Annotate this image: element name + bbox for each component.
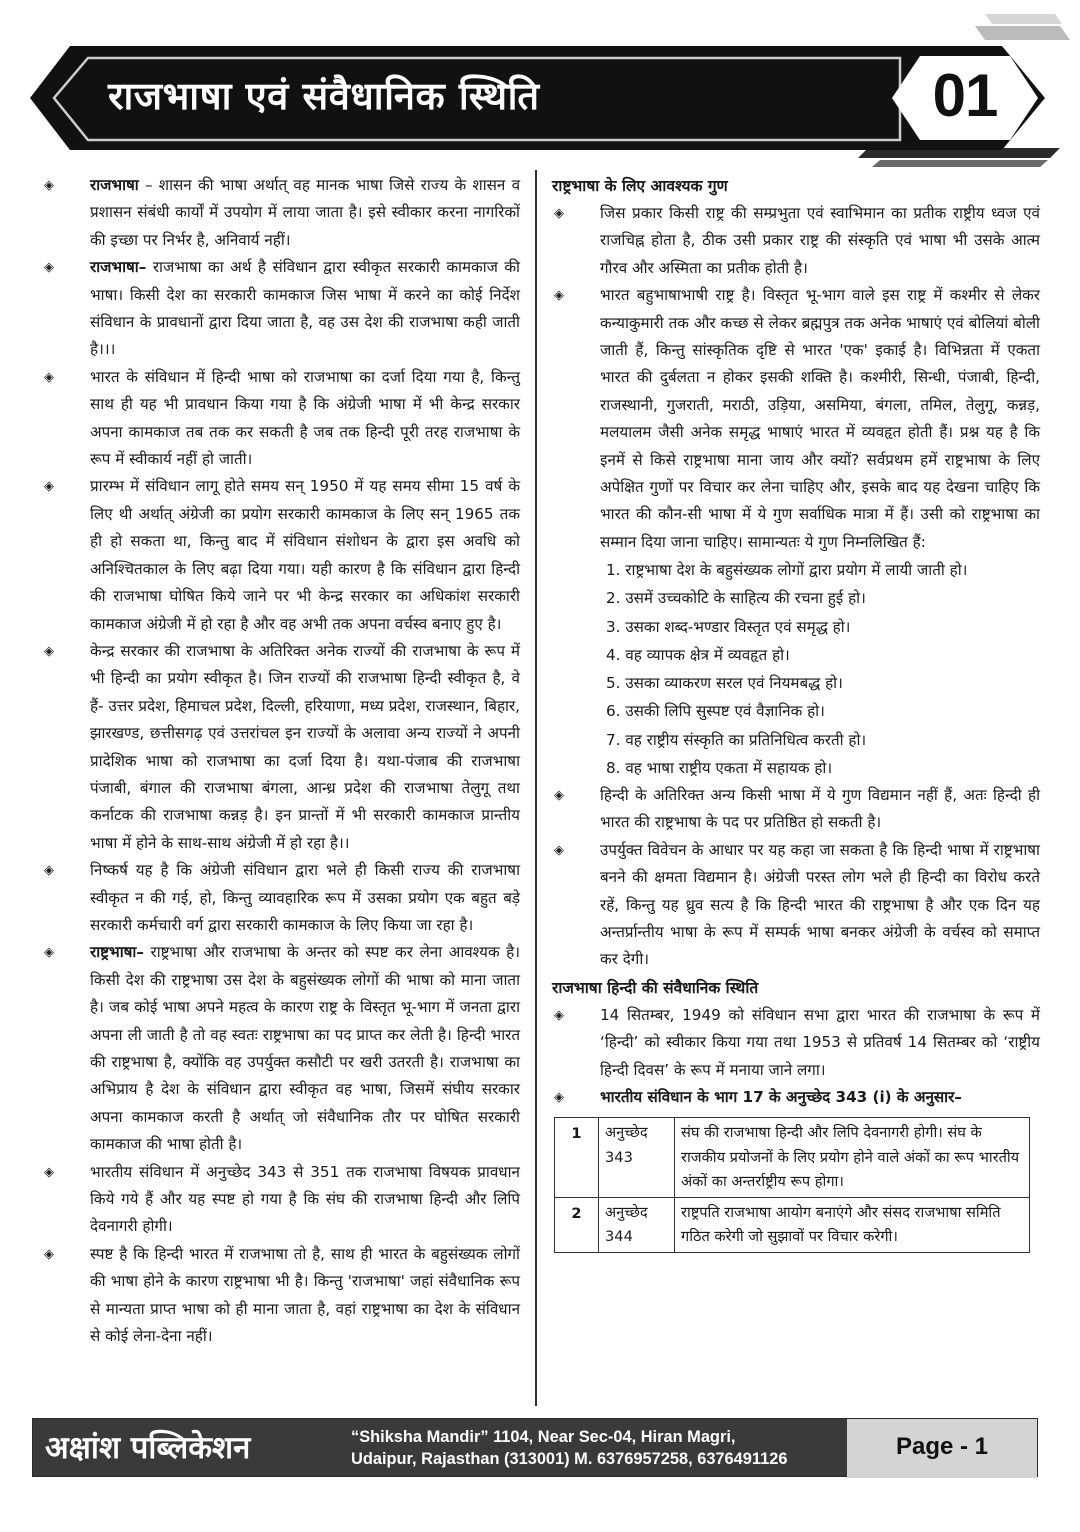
list-item	[552, 837, 1040, 974]
item-text: हिन्दी के अतिरिक्त अन्य किसी भाषा में ये गुण विद्यमान नहीं हैं, अतः हिन्दी ही भारत की राष्ट्रभाषा के पद पर प्रतिष्ठित हो सकती है।	[600, 785, 1040, 832]
qualities-list	[552, 556, 1040, 782]
address-line: Udaipur, Rajasthan (313001) M. 6376957258, 6376491126	[351, 1449, 788, 1468]
item-text: प्रारम्भ में संविधान लागू होते समय सन् 1950 में यह समय सीमा 15 वर्ष के लिए थी अर्थात् अंग्रेजी का प्रयोग सरकारी कामकाज के लिए सन् 1965 तक ही हो सकता था, किन्तु बाद में संविधान संशोधन के द्वारा इस अवधि को अनिश्चितकाल के लिए बढ़ा दिया गया। यही कारण है कि संविधान द्वारा हिन्दी की राजभाषा घोषित किये जाने पर भी केन्द्र सरकार का अधिकांश सरकारी कामकाज अंग्रेजी में हो रहा है और वह अभी तक अपना वर्चस्व बनाए हुए है।	[90, 477, 520, 633]
chapter-number: 01	[932, 62, 998, 129]
list-item	[552, 1084, 1040, 1111]
diamond-bullet-icon: ◈	[44, 863, 54, 879]
article-table	[554, 1117, 1030, 1253]
chapter-title: राजभाषा एवं संवैधानिक स्थिति	[108, 74, 540, 118]
item-text: उपर्युक्त विवेचन के आधार पर यह कहा जा सकता है कि हिन्दी भाषा में राष्ट्रभाषा बनने की क्षमता विद्यमान है। अंग्रेजी परस्त लोग भले ही हिन्दी का विरोध करते रहें, किन्तु यह ध्रुव सत्य है कि हिन्दी भारत की राष्ट्रभाषा है और एक दिन यह अन्तर्प्रान्तीय भाषा के रूप में सम्पर्क भाषा बनकर अंग्रेजी के वर्चस्व को समाप्त कर देगी।	[600, 840, 1040, 969]
term-separator: –	[138, 176, 159, 194]
column-divider	[535, 170, 537, 1406]
list-item	[42, 364, 520, 474]
list-item	[42, 172, 520, 254]
item-text: केन्द्र सरकार की राजभाषा के अतिरिक्त अनेक राज्यों की राजभाषा के रूप में भी हिन्दी का प्रयोग स्वीकृत है। जिन राज्यों की राजभाषा हिन्दी स्वीकृत है, वे हैं- उत्तर प्रदेश, हिमाचल प्रदेश, दिल्ली, हरियाणा, मध्य प्रदेश, राजस्थान, बिहार, झारखण्ड, छत्तीसगढ़ एवं उत्तरांचल इन राज्यों के अलावा अन्य राज्यों ने अपनी प्रादेशिक भाषा को राजभाषा का दर्जा दिया है। यथा-पंजाब की राजभाषा पंजाबी, बंगाल की राजभाषा बंगला, आन्ध्र प्रदेश की राजभाषा तेलुगू तथा कर्नाटक की राजभाषा कन्नड़ है। इन प्रान्तों में भी सरकारी कामकाज प्रान्तीय भाषा में होने के साथ-साथ अंग्रेजी में हो रहा है।।	[90, 641, 520, 852]
list-item	[42, 857, 520, 939]
table-cell-text: संघ की राजभाषा हिन्दी और लिपि देवनागरी होगी। संघ के राजकीय प्रयोजनों के लिए प्रयोग होने वाले अंकों का रूप भारतीय अंकों का अन्तर्राष्ट्रीय रूप होगा।	[675, 1118, 1030, 1198]
diamond-bullet-icon: ◈	[554, 1089, 564, 1105]
item-text: भारत बहुभाषाभाषी राष्ट्र है। विस्तृत भू-भाग वाले इस राष्ट्र में कश्मीर से लेकर कन्याकुमारी तक और कच्छ से लेकर ब्रह्मपुत्र तक अनेक भाषाएं एवं बोलियां बोली जाती हैं, किन्तु सांस्कृतिक दृष्टि से भारत 'एक' इकाई है। विभिन्नता में एकता भारत की दुर्बलता न होकर इसकी शक्ति है। कश्मीरी, सिन्धी, पंजाबी, हिन्दी, राजस्थानी, गुजराती, मराठी, उड़िया, असमिया, बंगला, तमिल, तेलुगू, कन्नड़, मलयालम जैसी अनेक समृद्ध भाषाएं भारत में व्यवहृत होती हैं। प्रश्न यह है कि इनमें से किसे राष्ट्रभाषा माना जाय और क्यों? सर्वप्रथम हमें राष्ट्रभाषा के लिए अपेक्षित गुणों पर विचार कर लेना चाहिए और, इसके बाद यह देखना चाहिए कि भारत की कौन-सी भाषा में ये गुण सर्वाधिक मात्रा में हैं। उसी को राष्ट्रभाषा का सम्मान दिया जाना चाहिए। सामान्यतः ये गुण निम्नलिखित हैं:	[600, 286, 1040, 551]
table-cell-article: अनुच्छेद 344	[599, 1197, 675, 1252]
item-text: जिस प्रकार किसी राष्ट्र की सम्प्रभुता एवं स्वाभिमान का प्रतीक राष्ट्रीय ध्वज एवं राजचिह्न होता है, ठीक उसी प्रकार राष्ट्र की संस्कृति एवं भाषा भी उसके आत्म गौरव और अस्मिता का प्रतीक होती है।	[600, 204, 1040, 277]
item-text: शासन की भाषा अर्थात् वह मानक भाषा जिसे राज्य के शासन व प्रशासन संबंधी कार्यों में उपयोग में लाया जाता है। इसे स्वीकार करना नागरिकों की इच्छा पर निर्भर है, अनिवार्य नहीं।	[90, 176, 521, 249]
list-item	[552, 200, 1040, 282]
item-text: भारतीय संविधान में अनुच्छेद 343 से 351 तक राजभाषा विषयक प्रावधान किये गये हैं और यह स्पष्ट हो गया है कि संघ की राजभाषा हिन्दी और लिपि देवनागरी होगी।	[90, 1162, 520, 1236]
publisher-logo: अक्षांश पब्लिकेशन	[45, 1430, 251, 1466]
left-column	[42, 172, 520, 1350]
table-cell-number: 2	[555, 1197, 599, 1252]
item-text: 14 सितम्बर, 1949 को संविधान सभा द्वारा भारत की राजभाषा के रूप में ‘हिन्दी’ को स्वीकार किया गया तथा 1953 से प्रतिवर्ष 14 सितम्बर को ‘राष्ट्रीय हिन्दी दिवस’ के रूप में मनाया जाने लगा।	[600, 1005, 1040, 1079]
term-label: राष्ट्रभाषा–	[90, 943, 144, 962]
item-text: राजभाषा का अर्थ है संविधान द्वारा स्वीकृत सरकारी कामकाज की भाषा। किसी देश का सरकारी कामकाज जिस भाषा में करने का कोई निर्देश संविधान के प्रावधानों द्वारा दिया जाता है, वह उस देश की राजभाषा कही जाती है।।।	[90, 258, 520, 359]
item-text: राष्ट्रभाषा और राजभाषा के अन्तर को स्पष्ट कर लेना आवश्यक है। किसी देश की राष्ट्रभाषा उस देश के बहुसंख्यक लोगों की भाषा को माना जाता है। जब कोई भाषा अपने महत्व के कारण राष्ट्र के विस्तृत भू-भाग में जनता द्वारा अपना ली जाती है तो वह स्वतः राष्ट्रभाषा का पद प्राप्त कर लेती है। हिन्दी भारत की राष्ट्रभाषा है, क्योंकि वह उपर्युक्त कसौटी पर खरी उतरती है। राजभाषा का अभिप्राय है देश के संविधान द्वारा स्वीकृत वह भाषा, जिसमें संघीय सरकार अपना कामकाज करती है अर्थात् जो संवैधानिक तौर पर घोषित सरकारी कामकाज की भाषा होती है।	[90, 943, 520, 1154]
diamond-bullet-icon: ◈	[44, 479, 54, 495]
term-label: राजभाषा–	[90, 258, 147, 277]
term-label: राजभाषा	[90, 176, 139, 194]
diamond-bullet-icon: ◈	[44, 945, 54, 961]
item-text: भारत के संविधान में हिन्दी भाषा को राजभाषा का दर्जा दिया गया है, किन्तु साथ ही यह भी प्रावधान किया गया है कि अंग्रेजी भाषा में भी केन्द्र सरकार अपना कामकाज तब तक कर सकती है जब तक हिन्दी पूरी तरह राजभाषा के रूप में स्वीकार्य नहीं हो जाती।	[90, 367, 520, 469]
table-cell-number: 1	[555, 1118, 599, 1198]
quality-item: 5. उसका व्याकरण सरल एवं नियमबद्ध हो।	[606, 674, 843, 693]
diamond-bullet-icon: ◈	[44, 369, 54, 385]
list-item	[42, 473, 520, 637]
diamond-bullet-icon: ◈	[44, 1164, 54, 1180]
diamond-bullet-icon: ◈	[44, 260, 54, 276]
section-heading: राष्ट्रभाषा के लिए आवश्यक गुण	[552, 177, 728, 195]
address-line: “Shiksha Mandir” 1104, Near Sec-04, Hiran Magri,	[351, 1428, 736, 1446]
right-column	[552, 172, 1040, 1253]
item-text: निष्कर्ष यह है कि अंग्रेजी संविधान द्वारा भले ही किसी राज्य की राजभाषा स्वीकृत न की गई, हो, किन्तु व्यावहारिक रूप में उसका प्रयोग एक बहुत बड़े सरकारी कर्मचारी वर्ग द्वारा सरकारी कामकाज के लिए किया जा रहा है।	[90, 861, 520, 934]
item-text: स्पष्ट है कि हिन्दी भारत में राजभाषा तो है, साथ ही भारत के बहुसंख्यक लोगों की भाषा होने के कारण राष्ट्रभाषा भी है। किन्तु 'राजभाषा' जहां संवैधानिक रूप से मान्यता प्राप्त भाषा को ही माना जाता है, वहां राष्ट्रभाषा का देश के संविधान से कोई लेना-देना नहीं।	[90, 1244, 520, 1346]
table-cell-text: राष्ट्रपति राजभाषा आयोग बनाएंगे और संसद राजभाषा समिति गठित करेगी जो सुझावों पर विचार करेगी।	[675, 1197, 1030, 1252]
diamond-bullet-icon: ◈	[554, 842, 564, 858]
list-item	[42, 1159, 520, 1241]
diamond-bullet-icon: ◈	[44, 643, 54, 659]
diamond-bullet-icon: ◈	[554, 288, 564, 304]
diamond-bullet-icon: ◈	[554, 787, 564, 803]
list-item	[42, 638, 520, 857]
quality-item: 1. राष्ट्रभाषा देश के बहुसंख्यक लोगों द्वारा प्रयोग में लायी जाती हो।	[606, 561, 968, 580]
quality-item: 6. उसकी लिपि सुस्पष्ट एवं वैज्ञानिक हो।	[606, 702, 825, 721]
page-number: Page - 1	[847, 1419, 1037, 1478]
list-item	[552, 282, 1040, 556]
diamond-bullet-icon: ◈	[554, 1007, 564, 1023]
table-row	[555, 1118, 1030, 1198]
diamond-bullet-icon: ◈	[554, 206, 564, 221]
diamond-bullet-icon: ◈	[44, 178, 54, 193]
publisher-address	[351, 1427, 871, 1473]
quality-item: 3. उसका शब्द-भण्डार विस्तृत एवं समृद्ध हो।	[606, 617, 851, 636]
diamond-bullet-icon: ◈	[44, 1246, 54, 1262]
quality-item: 4. वह व्यापक क्षेत्र में व्यवहृत हो।	[606, 645, 790, 664]
list-item	[552, 782, 1040, 837]
quality-item: 8. वह भाषा राष्ट्रीय एकता में सहायक हो।	[606, 758, 833, 777]
section-heading: राजभाषा हिन्दी की संवैधानिक स्थिति	[552, 978, 759, 997]
footer	[32, 1418, 1038, 1477]
table-row	[555, 1197, 1030, 1252]
item-text: भारतीय संविधान के भाग 17 के अनुच्छेद 343 (i) के अनुसार–	[600, 1087, 962, 1106]
list-item	[552, 1002, 1040, 1084]
table-cell-article: अनुच्छेद 343	[599, 1118, 675, 1198]
list-item	[42, 939, 520, 1158]
list-item	[42, 254, 520, 364]
quality-item: 2. उसमें उच्चकोटि के साहित्य की रचना हुई हो।	[606, 589, 866, 608]
list-item	[42, 1241, 520, 1351]
quality-item: 7. वह राष्ट्रीय संस्कृति का प्रतिनिधित्व करती हो।	[606, 730, 867, 749]
